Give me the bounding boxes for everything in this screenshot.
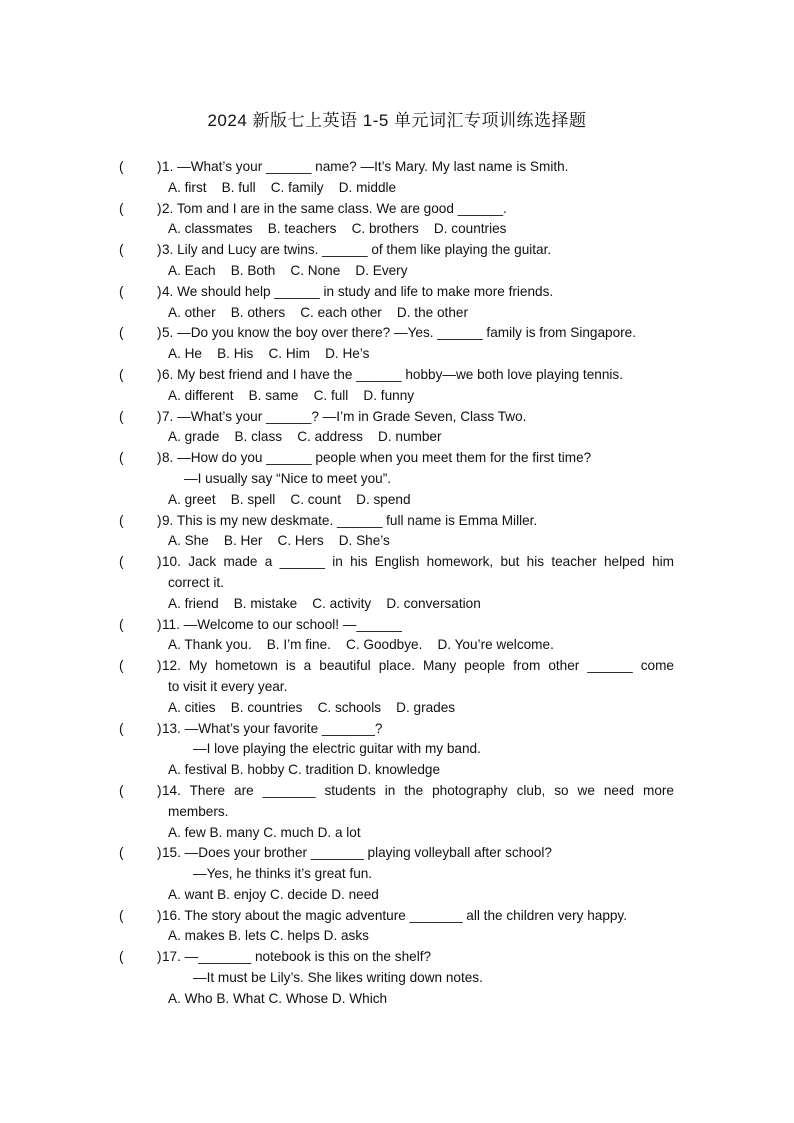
answer-options <box>0 594 794 615</box>
question-text: —I usually say “Nice to meet you”. <box>184 470 391 486</box>
question-stem <box>0 323 794 344</box>
options-text: A. Thank you. B. I’m fine. C. Goodbye. D. You’re welcome. <box>168 637 554 653</box>
answer-bracket-open: ( <box>119 616 124 632</box>
answer-options <box>0 531 794 552</box>
question-text: 10. Jack made a ______ in his English homework, but his teacher helped him <box>162 554 674 570</box>
answer-bracket-open: ( <box>119 450 124 466</box>
answer-bracket-open: ( <box>119 242 124 258</box>
answer-bracket-open: ( <box>119 159 124 174</box>
question-list <box>0 157 794 1010</box>
answer-bracket-close: ) <box>157 782 162 798</box>
options-text: A. festival B. hobby C. tradition D. knowledge <box>168 762 441 778</box>
options-text: A. classmates B. teachers C. brothers D. countries <box>168 221 507 237</box>
answer-options <box>0 760 794 781</box>
options-text: A. Who B. What C. Whose D. Which <box>168 990 388 1006</box>
answer-bracket-open: ( <box>119 720 124 736</box>
question-text: 8. —How do you ______ people when you meet them for the first time? <box>162 450 592 466</box>
question-text: members. <box>168 803 229 819</box>
answer-bracket-open: ( <box>119 366 124 382</box>
options-text: A. makes B. lets C. helps D. asks <box>168 928 369 944</box>
question-stem <box>0 448 794 469</box>
answer-bracket-close: ) <box>157 845 162 861</box>
question-text: 11. —Welcome to our school! —______ <box>162 616 402 632</box>
question-stem <box>0 843 794 864</box>
answer-options <box>0 386 794 407</box>
answer-bracket-open: ( <box>119 325 124 341</box>
answer-options <box>0 885 794 906</box>
options-text: A. first B. full C. family D. middle <box>168 179 397 195</box>
answer-bracket-close: ) <box>157 616 162 632</box>
answer-options <box>0 490 794 511</box>
question-text: —Yes, he thinks it’s great fun. <box>193 866 373 882</box>
question-text: 7. —What’s your ______? —I’m in Grade Seven, Class Two. <box>162 408 527 424</box>
question-text: —I love playing the electric guitar with my band. <box>193 741 481 757</box>
question-text: 13. —What’s your favorite _______? <box>162 720 383 736</box>
question-stem <box>0 511 794 532</box>
answer-bracket-open: ( <box>119 907 124 923</box>
answer-bracket-close: ) <box>157 200 162 216</box>
question-stem-continued <box>0 469 794 490</box>
question-stem <box>0 719 794 740</box>
page-title: 2024 新版七上英语 1-5 单元词汇专项训练选择题 <box>207 111 587 130</box>
options-text: A. greet B. spell C. count D. spend <box>168 491 411 507</box>
question-stem-continued <box>0 802 794 823</box>
answer-bracket-close: ) <box>157 949 162 965</box>
answer-bracket-close: ) <box>157 720 162 736</box>
answer-options <box>0 926 794 947</box>
answer-options <box>0 261 794 282</box>
answer-bracket-close: ) <box>157 283 162 299</box>
answer-bracket-close: ) <box>157 450 162 466</box>
answer-bracket-open: ( <box>119 845 124 861</box>
answer-bracket-open: ( <box>119 554 124 570</box>
answer-bracket-close: ) <box>157 242 162 258</box>
answer-bracket-open: ( <box>119 408 124 424</box>
question-text: 12. My hometown is a beautiful place. Many people from other ______ come <box>162 658 674 674</box>
question-stem <box>0 552 794 573</box>
answer-options <box>0 635 794 656</box>
question-text: 2. Tom and I are in the same class. We are good ______. <box>162 200 507 216</box>
answer-bracket-close: ) <box>157 408 162 424</box>
answer-bracket-open: ( <box>119 949 124 965</box>
answer-bracket-open: ( <box>119 200 124 216</box>
options-text: A. grade B. class C. address D. number <box>168 429 442 445</box>
options-text: A. few B. many C. much D. a lot <box>168 824 361 840</box>
question-stem <box>0 615 794 636</box>
options-text: A. cities B. countries C. schools D. grades <box>168 699 456 715</box>
question-text: 1. —What’s your ______ name? —It’s Mary. My last name is Smith. <box>162 159 569 174</box>
options-text: A. want B. enjoy C. decide D. need <box>168 886 379 902</box>
answer-bracket-close: ) <box>157 325 162 341</box>
question-text: 15. —Does your brother _______ playing volleyball after school? <box>162 845 552 861</box>
question-stem <box>0 906 794 927</box>
answer-options <box>0 178 794 199</box>
answer-options <box>0 344 794 365</box>
answer-bracket-open: ( <box>119 283 124 299</box>
question-text: 14. There are _______ students in the photography club, so we need more <box>162 782 674 798</box>
options-text: A. Each B. Both C. None D. Every <box>168 262 408 278</box>
question-text: 16. The story about the magic adventure _______ all the children very happy. <box>162 907 628 923</box>
question-stem <box>0 365 794 386</box>
options-text: A. She B. Her C. Hers D. She’s <box>168 533 390 549</box>
question-stem <box>0 656 794 677</box>
answer-bracket-close: ) <box>157 366 162 382</box>
answer-options <box>0 303 794 324</box>
question-stem <box>0 240 794 261</box>
question-stem-continued <box>0 739 794 760</box>
answer-options <box>0 427 794 448</box>
question-text: 3. Lily and Lucy are twins. ______ of them like playing the guitar. <box>162 242 552 258</box>
answer-bracket-close: ) <box>157 159 162 174</box>
question-stem-continued <box>0 864 794 885</box>
question-text: 17. —_______ notebook is this on the shelf? <box>162 949 432 965</box>
question-text: 9. This is my new deskmate. ______ full name is Emma Miller. <box>162 512 538 528</box>
options-text: A. friend B. mistake C. activity D. conversation <box>168 595 481 611</box>
question-text: 4. We should help ______ in study and life to make more friends. <box>162 283 554 299</box>
answer-options <box>0 698 794 719</box>
answer-bracket-open: ( <box>119 658 124 674</box>
answer-bracket-open: ( <box>119 782 124 798</box>
question-stem <box>0 947 794 968</box>
answer-bracket-close: ) <box>157 658 162 674</box>
question-stem <box>0 282 794 303</box>
question-stem-continued <box>0 968 794 989</box>
question-text: 6. My best friend and I have the ______ hobby—we both love playing tennis. <box>162 366 623 382</box>
answer-bracket-close: ) <box>157 907 162 923</box>
answer-options <box>0 989 794 1010</box>
question-text: correct it. <box>168 574 224 590</box>
answer-options <box>0 219 794 240</box>
question-stem <box>0 157 794 178</box>
question-text: 5. —Do you know the boy over there? —Yes. ______ family is from Singapore. <box>162 325 637 341</box>
question-stem-continued <box>0 677 794 698</box>
question-text: to visit it every year. <box>168 678 288 694</box>
question-text: —It must be Lily’s. She likes writing down notes. <box>193 970 483 986</box>
answer-bracket-close: ) <box>157 554 162 570</box>
answer-options <box>0 823 794 844</box>
options-text: A. different B. same C. full D. funny <box>168 387 415 403</box>
question-stem <box>0 199 794 220</box>
question-stem <box>0 781 794 802</box>
answer-bracket-close: ) <box>157 512 162 528</box>
options-text: A. other B. others C. each other D. the other <box>168 304 468 320</box>
question-stem <box>0 407 794 428</box>
question-stem-continued <box>0 573 794 594</box>
answer-bracket-open: ( <box>119 512 124 528</box>
options-text: A. He B. His C. Him D. He’s <box>168 346 370 362</box>
